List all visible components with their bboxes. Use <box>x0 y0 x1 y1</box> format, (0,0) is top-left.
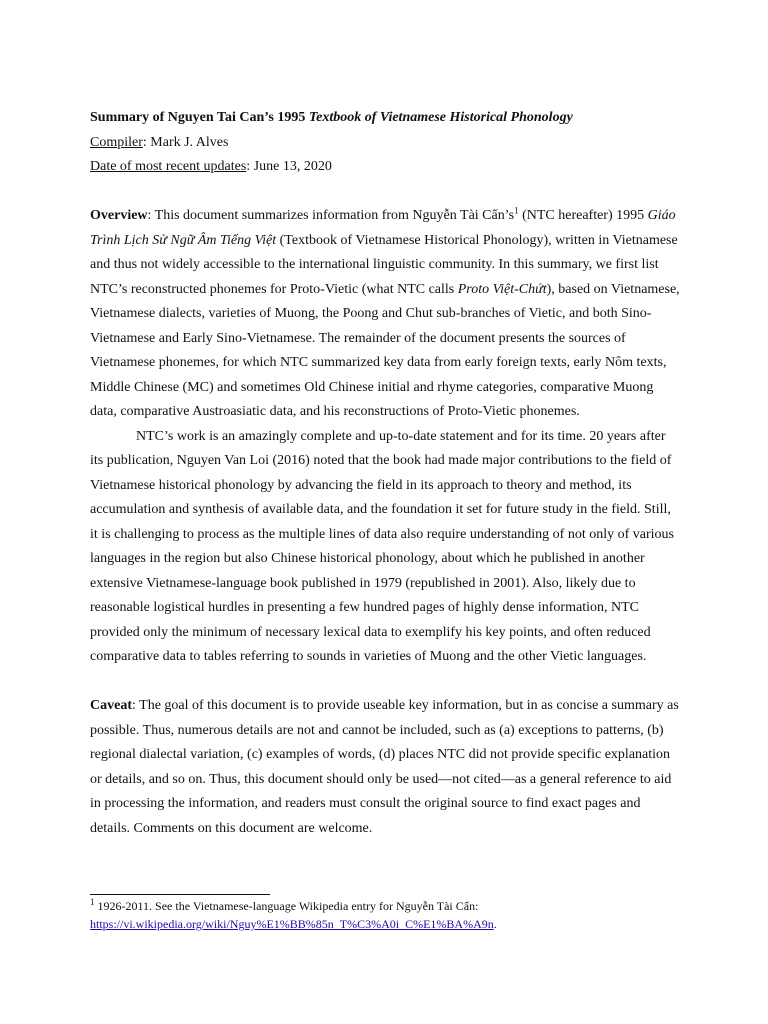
footnote <box>90 897 690 933</box>
compiler-line <box>90 131 680 156</box>
caveat-paragraph <box>90 694 680 841</box>
overview-book-title: Giáo Trình Lịch Sử Ngữ Âm Tiếng Việt <box>90 208 676 248</box>
overview-text-3: (Textbook of Vietnamese Historical Phonology), written in Vietnamese and thus not widely accessible to the international linguistic community. In this summary, we first list NTC’s reconstructed phonemes for Proto-Vietic (what NTC calls <box>90 232 678 297</box>
compiler-value: : Mark J. Alves <box>142 134 229 150</box>
caveat-label: Caveat <box>90 698 132 713</box>
date-value: : June 13, 2020 <box>246 159 332 174</box>
date-line <box>90 155 680 180</box>
caveat-text: : The goal of this document is to provide useable key information, but in as concise a summary as possible. Thus, numerous details are not and cannot be included, such as (a) exceptions to patterns, (b) regional dialectal variation, (c) examples of words, (d) places NTC did not provide specific explanation or details, and so on. Thus, this document should only be used—not cited—as a general reference to aid in processing the information, and readers must consult the original source to find exact pages and details. Comments on this document are welcome. <box>90 698 679 836</box>
footnote-divider <box>90 894 270 895</box>
overview-label: Overview <box>90 208 148 223</box>
document-title <box>90 106 680 131</box>
overview-text-1: : This document summarizes information from Nguyễn Tài Cẩn’s <box>147 208 515 223</box>
footnote-reference[interactable]: 1 <box>514 205 519 216</box>
title-book-name: Textbook of Vietnamese Historical Phonology <box>308 110 573 125</box>
spacer <box>90 670 680 695</box>
footnote-wikipedia-link[interactable]: https://vi.wikipedia.org/wiki/Nguy%E1%BB%85n_T%C3%A0i_C%E1%BA%A9n <box>90 917 494 931</box>
overview-proto-term: Proto Việt-Chứt <box>457 281 547 297</box>
compiler-label: Compiler <box>90 134 143 150</box>
overview-paragraph <box>90 204 680 425</box>
overview-text-4: ), based on Vietnamese, Vietnamese dialects, varieties of Muong, the Poong and Chut sub-branches of Vietic, and both Sino-Vietnamese and Early Sino-Vietnamese. The remainder of the document presents the sources of Vietnamese phonemes, for which NTC summarized key data from early foreign texts, early Nôm texts, Middle Chinese (MC) and sometimes Old Chinese initial and rhyme categories, comparative Muong data, comparative Austroasiatic data, and his reconstructions of Proto-Vietic phonemes. <box>90 281 680 419</box>
document-body <box>90 106 680 841</box>
second-paragraph: NTC’s work is an amazingly complete and up-to-date statement and for its time. 20 years after its publication, Nguyen Van Loi (2016) noted that the book had made major contributions to the field of Vietnamese historical phonology by advancing the field in its approach to theory and method, its accumulation and synthesis of available data, and the foundation it set for future study in the field. Still, it is challenging to process as the multiple lines of data also require understanding of not only of various languages in the region but also Chinese historical phonology, about which he published in another extensive Vietnamese-language book published in 1979 (republished in 2001). Also, likely due to reasonable logistical hurdles in presenting a few hundred pages of highly dense information, NTC provided only the minimum of necessary lexical data to exemplify his key points, and often reduced comparative data to tables referring to sounds in varieties of Muong and the other Vietic languages. <box>90 428 674 664</box>
spacer <box>90 180 680 205</box>
footnote-link-end: . <box>493 917 497 931</box>
overview-text-2: (NTC hereafter) 1995 <box>518 208 648 223</box>
title-text: Summary of Nguyen Tai Can’s 1995 <box>90 110 309 125</box>
date-label: Date of most recent updates <box>90 159 247 174</box>
footnote-text: 1926-2011. See the Vietnamese-language Wikipedia entry for Nguyễn Tài Cẩn: <box>94 899 479 913</box>
footnote-mark: 1 <box>90 897 95 907</box>
